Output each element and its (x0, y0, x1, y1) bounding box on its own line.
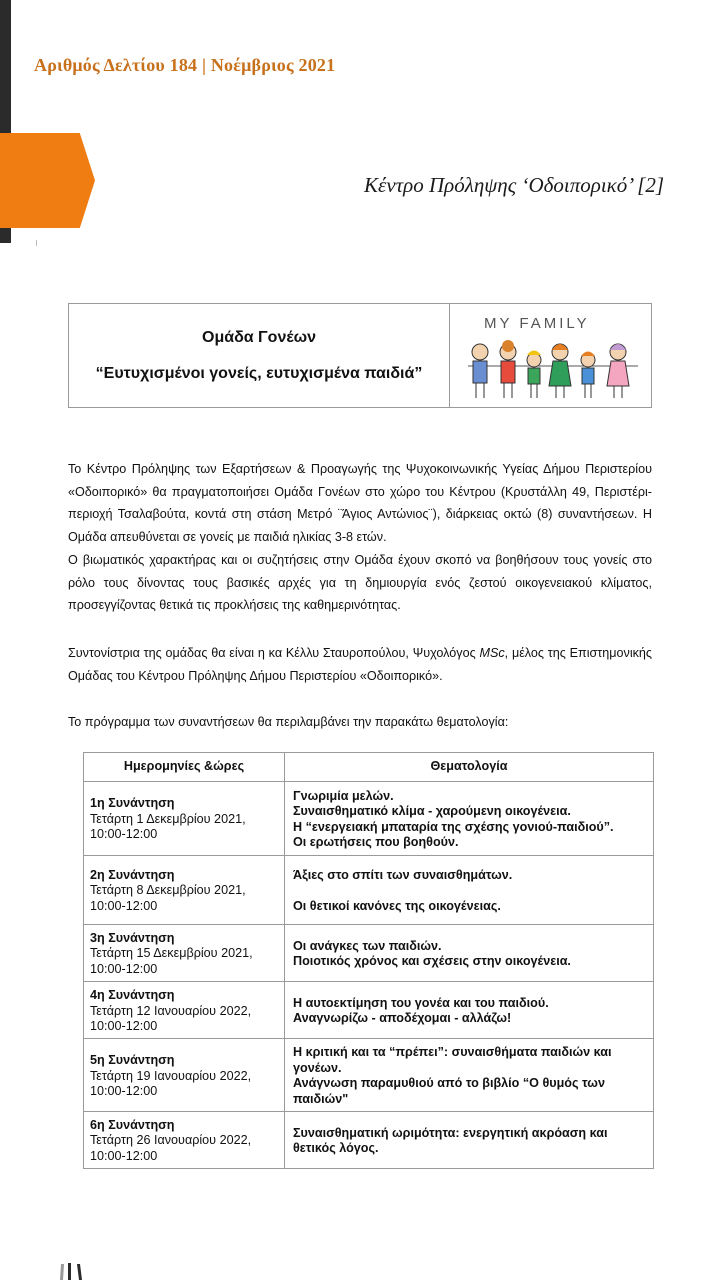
figure-dad (500, 340, 516, 398)
meeting-topics (285, 925, 654, 982)
schedule-header-row (84, 753, 654, 782)
topic-line: Συναισθηματικό κλίμα - χαρούμενη οικογένεια. (293, 804, 571, 819)
group-text-cell (69, 304, 450, 407)
topic-line: Οι ανάγκες των παιδιών. (293, 938, 442, 953)
meeting-time: 10:00-12:00 (90, 961, 158, 976)
topic-line: Οι ερωτήσεις που βοηθούν. (293, 834, 459, 849)
meeting-title: 1η Συνάντηση (90, 796, 175, 811)
left-tick-mark (36, 240, 37, 246)
meeting-time: 10:00-12:00 (90, 1148, 158, 1163)
meeting-when (84, 982, 285, 1039)
meeting-when (84, 1039, 285, 1112)
topic-line: Η κριτική και τα “πρέπει”: συναισθήματα παιδιών και γονέων. (293, 1045, 612, 1075)
family-drawing (450, 304, 651, 407)
schedule-table (83, 752, 654, 1169)
table-row (84, 856, 654, 925)
meeting-topics (285, 982, 654, 1039)
topic-line: Ποιοτικός χρόνος και σχέσεις στην οικογένεια. (293, 954, 571, 969)
figure-child-1 (527, 351, 541, 399)
header-topics: Θεματολογία (285, 753, 654, 782)
topic-line: Γνωριμία μελών. (293, 788, 394, 803)
parent-group-box (68, 303, 652, 408)
intro-paragraph: Το Κέντρο Πρόληψης των Εξαρτήσεων & Προαγωγής της Ψυχοκοινωνικής Υγείας Δήμου Περιστερίου «Οδοιπορικό» θα πραγματοποιήσει Ομάδα Γονέων στο χώρο του Κέντρου (Κρυστάλλη 49, Περιστέρι-περιοχή Τσαλαβούτα, κοντά στη στάση Μετρό ¨Άγιος Αντώνιος¨), διάρκειας οκτώ (8) συναντήσεων. Η Ομάδα απευθύνεται σε γονείς με παιδιά ηλικίας 3-8 ετών. (68, 462, 652, 544)
meeting-time: 10:00-12:00 (90, 827, 158, 842)
table-row (84, 925, 654, 982)
coordinator-text-end: , μέλος της Επιστημονικής Ομάδας του Κέντρου Πρόληψης Δήμου Περιστερίου «Οδοιπορικό». (68, 646, 652, 683)
meeting-when (84, 782, 285, 856)
topic-line: Συναισθηματική ωριμότητα: ενεργητική ακρόαση και θετικός λόγος. (293, 1125, 608, 1156)
meeting-topics (285, 782, 654, 856)
meeting-date: Τετάρτη 1 Δεκεμβρίου 2021, (90, 811, 246, 826)
meeting-topics (285, 856, 654, 925)
meeting-when (84, 856, 285, 925)
meeting-time: 10:00-12:00 (90, 1019, 158, 1034)
program-intro-paragraph: Το πρόγραμμα των συναντήσεων θα περιλαμβάνει την παρακάτω θεματολογία: (68, 715, 509, 729)
coordinator-degree: MSc (479, 646, 505, 660)
meeting-date: Τετάρτη 8 Δεκεμβρίου 2021, (90, 883, 246, 898)
meeting-date: Τετάρτη 15 Δεκεμβρίου 2021, (90, 946, 253, 961)
table-row (84, 782, 654, 856)
group-name: Ομάδα Γονέων (202, 328, 316, 346)
header-dates: Ημερομηνίες &ώρες (84, 753, 285, 782)
meeting-title: 4η Συνάντηση (90, 988, 175, 1003)
figure-grandma (607, 344, 629, 398)
family-caption: MY FAMILY (484, 315, 590, 332)
family-illustration (458, 308, 648, 404)
topic-gap (293, 884, 645, 899)
topic-line: Οι θετικοί κανόνες της οικογένειας. (293, 898, 501, 913)
section-title: Κέντρο Πρόληψης ‘Οδοιπορικό’ [2] (364, 173, 664, 197)
coordinator-text-start: Συντονίστρια της ομάδας θα είναι η κα Κέλλυ Σταυροπούλου, Ψυχολόγος (68, 646, 480, 660)
meeting-topics (285, 1112, 654, 1169)
topic-line: Η “ενεργειακή μπαταρία της σχέσης γονιού-παιδιού”. (293, 819, 614, 834)
meeting-date: Τετάρτη 26 Ιανουαρίου 2022, (90, 1133, 252, 1148)
coordinator-paragraph (68, 642, 652, 687)
meeting-time: 10:00-12:00 (90, 1083, 158, 1098)
meeting-title: 5η Συνάντηση (90, 1053, 175, 1068)
meeting-title: 3η Συνάντηση (90, 931, 175, 945)
orange-tab-shape (0, 133, 95, 228)
meeting-title: 6η Συνάντηση (90, 1118, 175, 1133)
table-row (84, 1039, 654, 1112)
topic-line: Ανάγνωση παραμυθιού από το βιβλίο “Ο θυμός των παιδιών" (293, 1076, 605, 1106)
purpose-paragraph: Ο βιωματικός χαρακτήρας και οι συζητήσεις στην Ομάδα έχουν σκοπό να βοηθήσουν τους γονείς στο ρόλο τους δίνοντας τους βασικές αρχές για τη δημιουργία ενός ζεστού οικογενειακού κλίματος, προσεγγίζοντας θετικά τις προκλήσεις της καθημερινότητας. (68, 553, 652, 613)
meeting-when (84, 925, 285, 982)
footer-bars-mark (58, 1262, 88, 1280)
topic-line: Άξιες στο σπίτι των συναισθημάτων. (293, 868, 513, 883)
topic-line: Η αυτοεκτίμηση του γονέα και του παιδιού. (293, 995, 549, 1010)
figure-mom (549, 344, 571, 398)
topic-line: Αναγνωρίζω - αποδέχομαι - αλλάζω! (293, 1011, 512, 1026)
meeting-date: Τετάρτη 12 Ιανουαρίου 2022, (90, 1003, 252, 1018)
table-row (84, 982, 654, 1039)
table-row (84, 1112, 654, 1169)
figure-grandpa (472, 344, 488, 398)
group-motto: “Ευτυχισμένοι γονείς, ευτυχισμένα παιδιά” (95, 364, 423, 382)
meeting-when (84, 1112, 285, 1169)
figure-child-2 (581, 352, 595, 399)
meeting-title: 2η Συνάντηση (90, 867, 175, 882)
meeting-topics (285, 1039, 654, 1112)
meeting-time: 10:00-12:00 (90, 898, 158, 913)
meeting-date: Τετάρτη 19 Ιανουαρίου 2022, (90, 1068, 252, 1083)
bulletin-header: Αριθμός Δελτίου 184 | Νοέμβριος 2021 (34, 55, 336, 75)
